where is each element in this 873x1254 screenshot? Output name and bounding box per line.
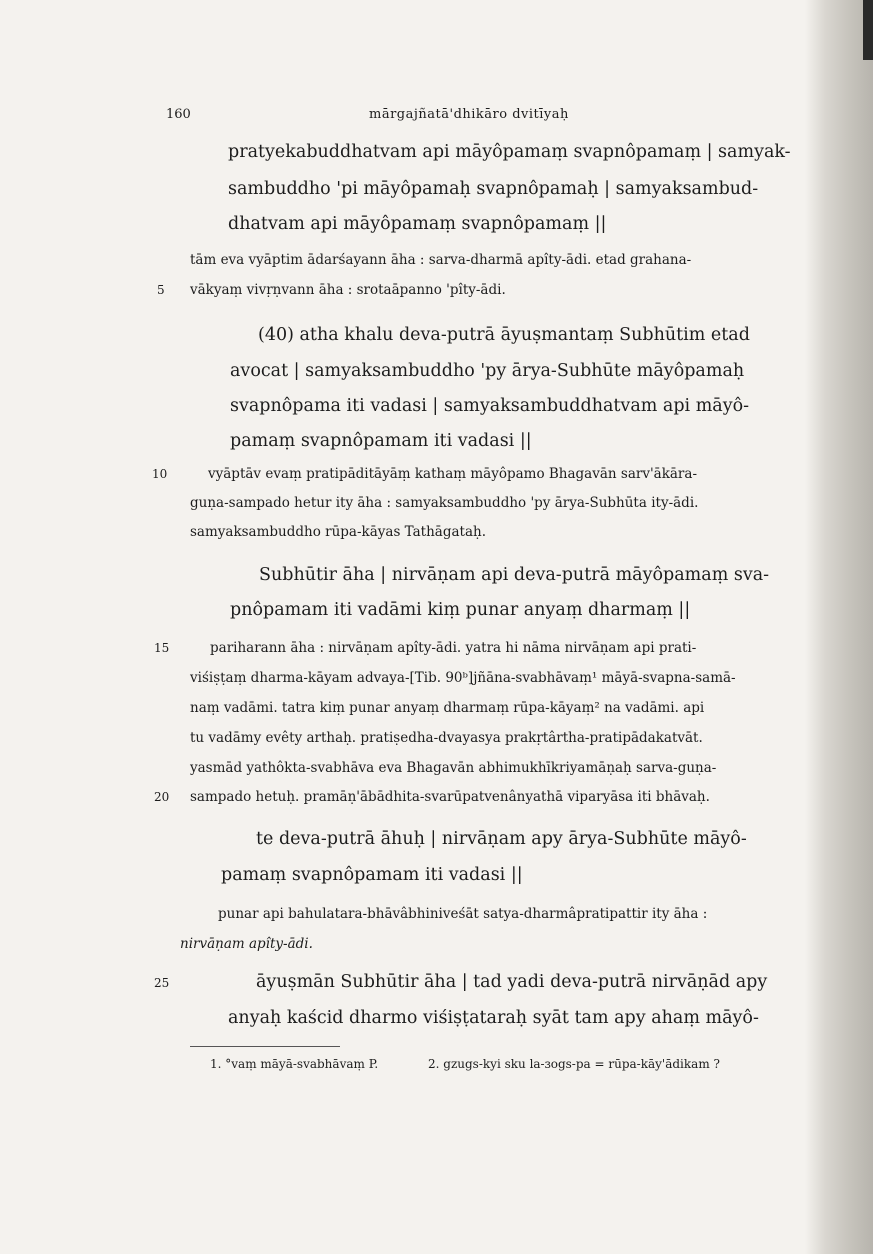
- verse-line: pamaṃ svapnôpamam iti vadasi ||: [230, 431, 532, 451]
- verse-line: āyuṣmān Subhūtir āha | tad yadi deva-putrā nirvāṇād apy: [256, 972, 768, 992]
- scan-corner-mark: [863, 0, 873, 60]
- footnote-2: 2. gzugs-kyi sku la-ɜogs-pa = rūpa-kāy'ādikam ?: [428, 1057, 720, 1071]
- commentary-line: [190, 252, 691, 268]
- commentary-text: tām eva vyāptim ādarśayann āha : sarva-dharmā apîty-ādi. etad grahana-: [190, 252, 692, 268]
- verse-line: pratyekabuddhatvam api māyôpamaṃ svapnôpamaṃ | samyak-: [228, 142, 791, 162]
- verse-line: svapnôpama iti vadasi | samyaksambuddhatvam api māyô-: [230, 396, 750, 416]
- line-number: 5: [157, 283, 165, 297]
- line-number: 15: [154, 641, 170, 655]
- running-title: mārgajñatā'dhikāro dvitīyaḥ: [369, 107, 569, 122]
- verse-line: dhatvam api māyôpamaṃ svapnôpamaṃ ||: [228, 214, 607, 234]
- commentary-line: yasmād yathôkta-svabhāva eva Bhagavān abhimukhīkriyamāṇaḥ sarva-guṇa-: [190, 760, 717, 776]
- line-number: 20: [154, 790, 170, 804]
- verse-line: anyaḥ kaścid dharmo viśiṣṭataraḥ syāt tam apy ahaṃ māyô-: [228, 1008, 759, 1028]
- verse-line: avocat | samyaksambuddho 'py ārya-Subhūte māyôpamaḥ: [230, 361, 745, 381]
- commentary-line: pariharann āha : nirvāṇam apîty-ādi. yatra hi nāma nirvāṇam api prati-: [210, 640, 697, 656]
- footnote-rule: [190, 1046, 340, 1047]
- verse-line: pamaṃ svapnôpamam iti vadasi ||: [221, 865, 523, 885]
- line-number: 25: [154, 976, 170, 990]
- page-number: 160: [166, 107, 191, 122]
- commentary-line: punar api bahulatara-bhāvâbhiniveśāt satya-dharmâpratipattir ity āha :: [218, 906, 708, 922]
- line-number: 10: [152, 467, 168, 481]
- commentary-line: viśiṣṭaṃ dharma-kāyam advaya-[Tib. 90ᵇ]jñāna-svabhāvaṃ¹ māyā-svapna-samā-: [190, 670, 736, 686]
- verse-line: pnôpamam iti vadāmi kiṃ punar anyaṃ dharmaṃ ||: [230, 600, 691, 620]
- commentary-line: tu vadāmy evêty arthaḥ. pratiṣedha-dvayasya prakṛtârtha-pratipādakatvāt.: [190, 730, 703, 746]
- verse-line: (40) atha khalu deva-putrā āyuṣmantaṃ Subhūtim etad: [258, 325, 750, 345]
- commentary-line: guṇa-sampado hetur ity āha : samyaksambuddho 'py ārya-Subhūta ity-ādi.: [190, 495, 699, 511]
- commentary-line: samyaksambuddho rūpa-kāyas Tathāgataḥ.: [190, 524, 486, 540]
- commentary-line: nirvāṇam apîty-ādi.: [180, 936, 313, 952]
- commentary-line: vākyaṃ vivṛṇvann āha : srotaāpanno 'pîty-ādi.: [190, 282, 506, 298]
- page-header: [157, 107, 717, 127]
- footnote-1: 1. °vaṃ māyā-svabhāvaṃ P.: [210, 1057, 379, 1071]
- verse-line: sambuddho 'pi māyôpamaḥ svapnôpamaḥ | samyaksambud-: [228, 179, 759, 199]
- verse-line: Subhūtir āha | nirvāṇam api deva-putrā māyôpamaṃ sva-: [259, 565, 770, 585]
- commentary-line: naṃ vadāmi. tatra kiṃ punar anyaṃ dharmaṃ rūpa-kāyaṃ² na vadāmi. api: [190, 700, 705, 716]
- verse-line: te deva-putrā āhuḥ | nirvāṇam apy ārya-Subhūte māyô-: [256, 829, 747, 849]
- footnotes: [0, 1057, 873, 1077]
- commentary-line: vyāptāv evaṃ pratipāditāyāṃ kathaṃ māyôpamo Bhagavān sarv'ākāra-: [208, 466, 697, 482]
- commentary-line: sampado hetuḥ. pramāṇ'ābādhita-svarūpatvenânyathā viparyāsa iti bhāvaḥ.: [190, 789, 710, 805]
